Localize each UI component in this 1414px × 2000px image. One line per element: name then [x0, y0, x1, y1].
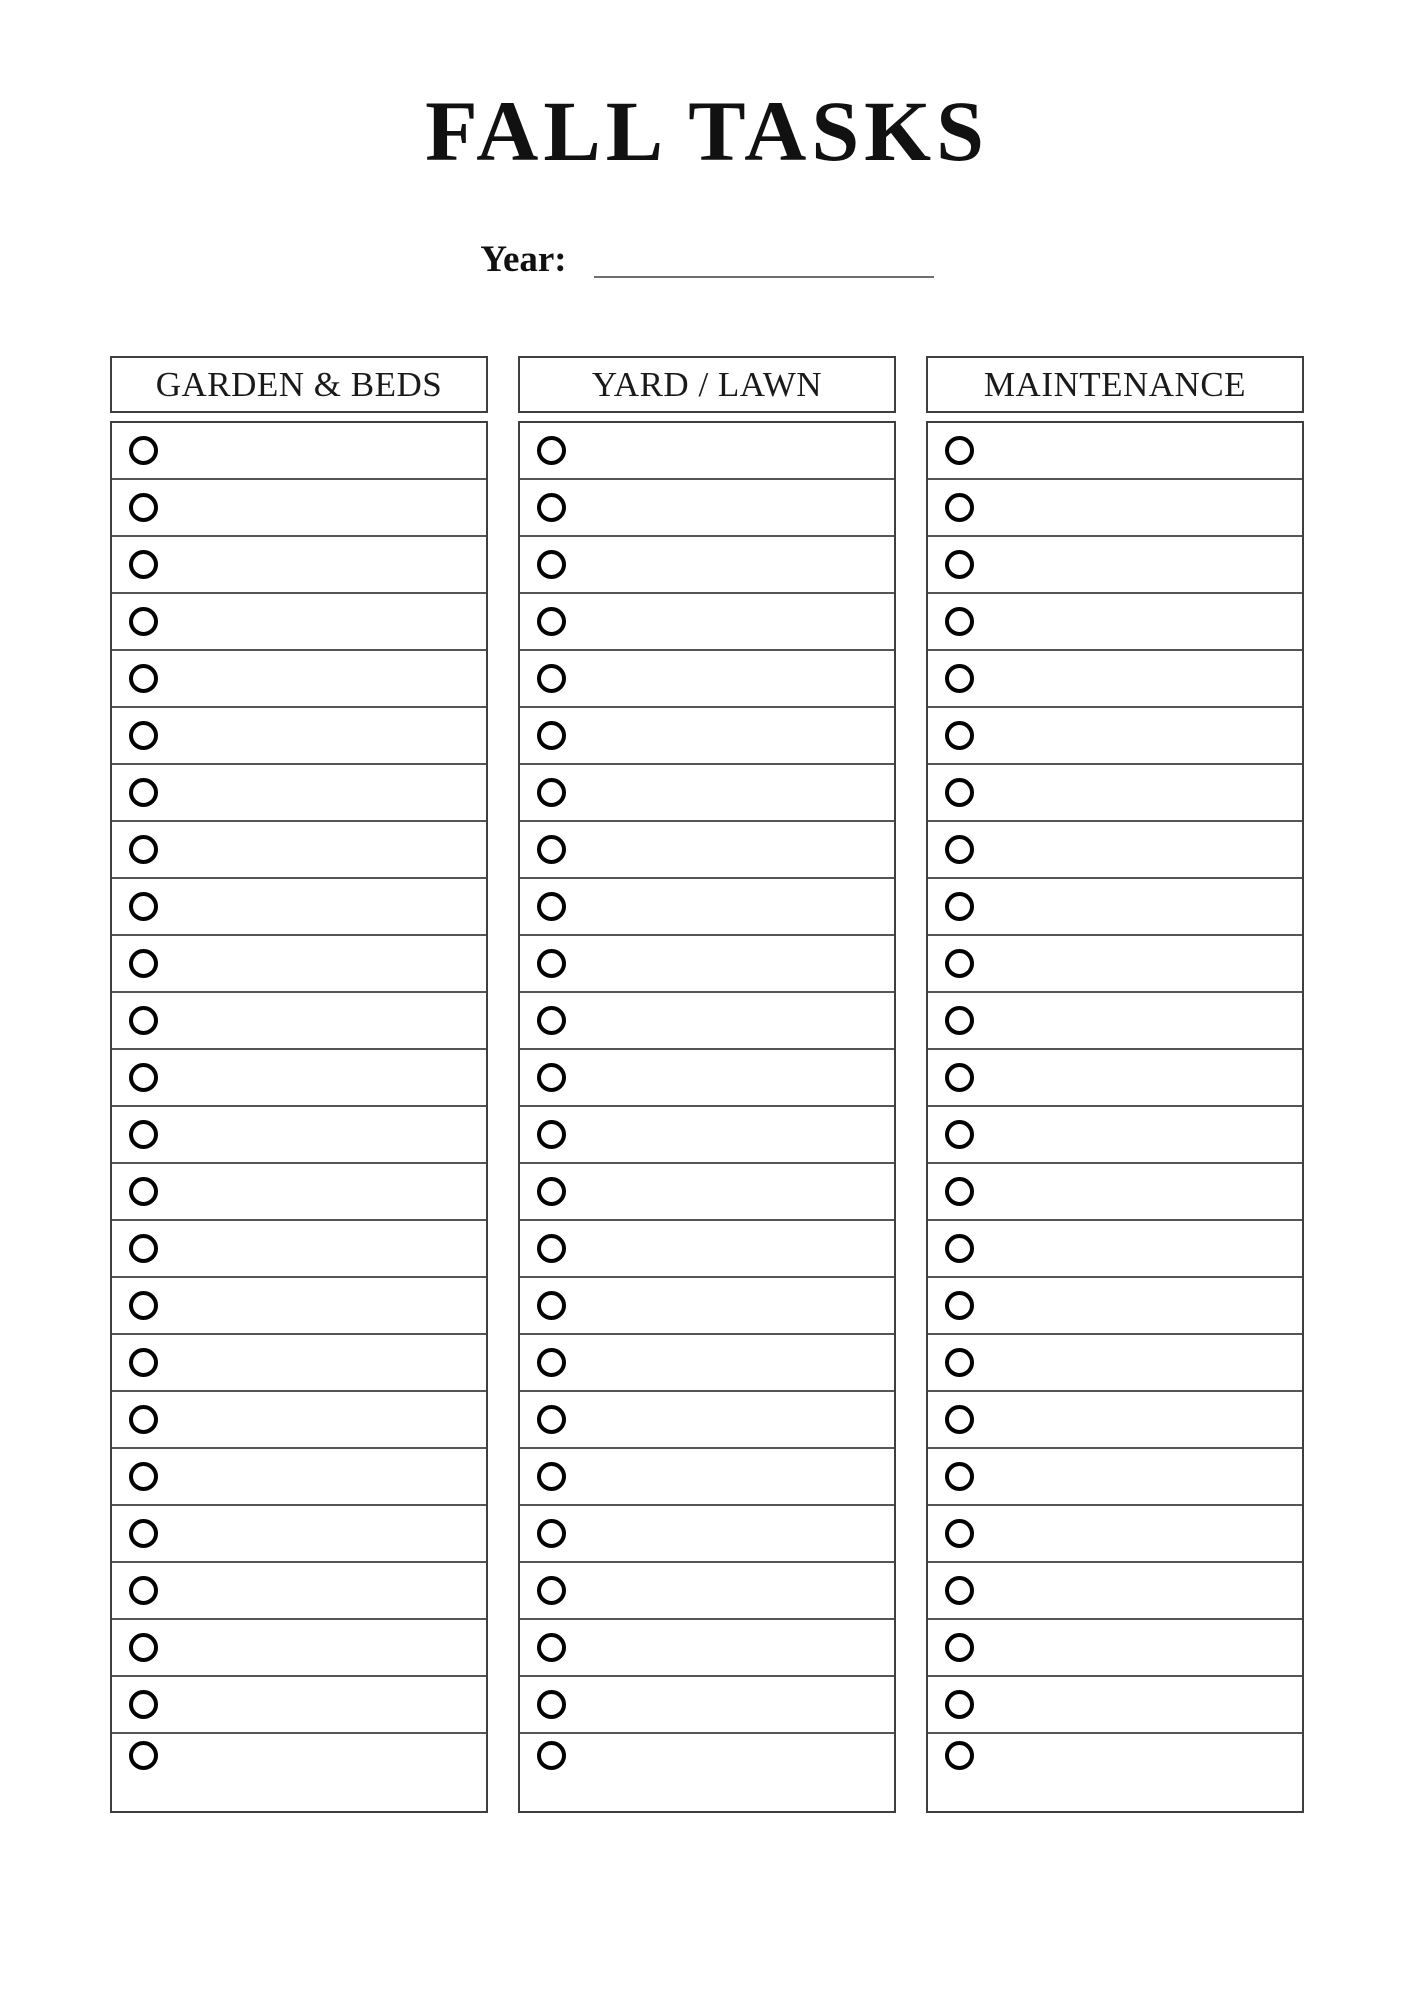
column-header-label: YARD / LAWN	[591, 364, 823, 404]
checkbox-circle-icon[interactable]	[945, 550, 974, 579]
checkbox-circle-icon[interactable]	[537, 1633, 566, 1662]
checkbox-circle-icon[interactable]	[537, 607, 566, 636]
checkbox-circle-icon[interactable]	[537, 1348, 566, 1377]
task-row[interactable]	[520, 879, 894, 936]
task-row[interactable]	[112, 1734, 486, 1811]
task-column-maintenance	[926, 356, 1304, 1813]
task-row[interactable]	[520, 1221, 894, 1278]
task-row[interactable]	[520, 537, 894, 594]
task-row[interactable]	[928, 1620, 1302, 1677]
task-row[interactable]	[928, 1506, 1302, 1563]
task-row[interactable]	[112, 1050, 486, 1107]
task-row[interactable]	[112, 1164, 486, 1221]
checkbox-circle-icon[interactable]	[129, 1120, 158, 1149]
checkbox-circle-icon[interactable]	[945, 493, 974, 522]
checkbox-circle-icon[interactable]	[129, 892, 158, 921]
checkbox-circle-icon[interactable]	[537, 436, 566, 465]
checkbox-circle-icon[interactable]	[537, 1690, 566, 1719]
task-row[interactable]	[112, 822, 486, 879]
task-row[interactable]	[928, 822, 1302, 879]
task-row[interactable]	[520, 1335, 894, 1392]
task-row[interactable]	[928, 1335, 1302, 1392]
checkbox-circle-icon[interactable]	[129, 1348, 158, 1377]
checkbox-circle-icon[interactable]	[537, 892, 566, 921]
checkbox-circle-icon[interactable]	[129, 1633, 158, 1662]
task-row[interactable]	[112, 1221, 486, 1278]
checkbox-circle-icon[interactable]	[129, 835, 158, 864]
checkbox-circle-icon[interactable]	[537, 1462, 566, 1491]
checkbox-circle-icon[interactable]	[129, 1462, 158, 1491]
checkbox-circle-icon[interactable]	[537, 949, 566, 978]
checkbox-circle-icon[interactable]	[945, 1462, 974, 1491]
checkbox-circle-icon[interactable]	[945, 1120, 974, 1149]
checkbox-circle-icon[interactable]	[945, 1741, 974, 1770]
column-header-label: MAINTENANCE	[983, 364, 1247, 404]
checkbox-circle-icon[interactable]	[129, 778, 158, 807]
checkbox-circle-icon[interactable]	[945, 835, 974, 864]
task-row[interactable]	[112, 1506, 486, 1563]
task-row[interactable]	[928, 1107, 1302, 1164]
task-row[interactable]	[520, 936, 894, 993]
checkbox-circle-icon[interactable]	[537, 493, 566, 522]
task-row[interactable]	[928, 1392, 1302, 1449]
page-title: FALL TASKS	[425, 83, 989, 179]
checkbox-circle-icon[interactable]	[129, 949, 158, 978]
checkbox-circle-icon[interactable]	[129, 607, 158, 636]
checkbox-circle-icon[interactable]	[537, 1405, 566, 1434]
checkbox-circle-icon[interactable]	[129, 1177, 158, 1206]
task-row[interactable]	[112, 879, 486, 936]
columns-container	[0, 356, 1414, 1813]
task-row[interactable]	[520, 765, 894, 822]
checkbox-circle-icon[interactable]	[537, 1234, 566, 1263]
task-row[interactable]	[520, 1734, 894, 1811]
task-row[interactable]	[520, 1278, 894, 1335]
checkbox-circle-icon[interactable]	[537, 1741, 566, 1770]
column-body	[110, 421, 488, 1813]
checkbox-circle-icon[interactable]	[537, 1291, 566, 1320]
task-row[interactable]	[112, 537, 486, 594]
year-row	[0, 236, 1414, 284]
checkbox-circle-icon[interactable]	[129, 550, 158, 579]
checkbox-circle-icon[interactable]	[945, 1006, 974, 1035]
checkbox-circle-icon[interactable]	[945, 664, 974, 693]
year-input-line[interactable]	[594, 276, 934, 278]
column-body	[518, 421, 896, 1813]
checkbox-circle-icon[interactable]	[945, 721, 974, 750]
checkbox-circle-icon[interactable]	[537, 1120, 566, 1149]
task-row[interactable]	[112, 1392, 486, 1449]
task-row[interactable]	[928, 594, 1302, 651]
task-row[interactable]	[928, 993, 1302, 1050]
task-row[interactable]	[928, 480, 1302, 537]
checkbox-circle-icon[interactable]	[537, 1006, 566, 1035]
checkbox-circle-icon[interactable]	[129, 1519, 158, 1548]
task-row[interactable]	[520, 1620, 894, 1677]
checkbox-circle-icon[interactable]	[537, 721, 566, 750]
checkbox-circle-icon[interactable]	[945, 1519, 974, 1548]
task-row[interactable]	[112, 936, 486, 993]
task-row[interactable]	[928, 1050, 1302, 1107]
task-row[interactable]	[520, 1050, 894, 1107]
task-row[interactable]	[520, 480, 894, 537]
checkbox-circle-icon[interactable]	[537, 1063, 566, 1092]
task-row[interactable]	[112, 1335, 486, 1392]
checkbox-circle-icon[interactable]	[537, 550, 566, 579]
task-row[interactable]	[112, 651, 486, 708]
task-row[interactable]	[520, 1449, 894, 1506]
task-row[interactable]	[928, 1278, 1302, 1335]
task-row[interactable]	[520, 1164, 894, 1221]
task-row[interactable]	[520, 822, 894, 879]
task-row[interactable]	[520, 1677, 894, 1734]
task-row[interactable]	[928, 765, 1302, 822]
checkbox-circle-icon[interactable]	[945, 1063, 974, 1092]
checkbox-circle-icon[interactable]	[129, 1576, 158, 1605]
checkbox-circle-icon[interactable]	[129, 721, 158, 750]
year-label: Year:	[480, 239, 567, 280]
column-header	[110, 356, 488, 413]
checkbox-circle-icon[interactable]	[945, 1291, 974, 1320]
checkbox-circle-icon[interactable]	[537, 664, 566, 693]
task-row[interactable]	[112, 1107, 486, 1164]
task-row[interactable]	[928, 708, 1302, 765]
task-row[interactable]	[112, 594, 486, 651]
task-column-garden-beds	[110, 356, 488, 1813]
checkbox-circle-icon[interactable]	[945, 1405, 974, 1434]
column-body	[926, 421, 1304, 1813]
checkbox-circle-icon[interactable]	[945, 1348, 974, 1377]
column-header	[518, 356, 896, 413]
task-row[interactable]	[112, 1563, 486, 1620]
task-row[interactable]	[520, 594, 894, 651]
task-row[interactable]	[928, 1734, 1302, 1811]
checkbox-circle-icon[interactable]	[129, 1063, 158, 1092]
task-row[interactable]	[928, 537, 1302, 594]
task-row[interactable]	[928, 423, 1302, 480]
checkbox-circle-icon[interactable]	[129, 436, 158, 465]
task-row[interactable]	[112, 993, 486, 1050]
task-row[interactable]	[112, 708, 486, 765]
checkbox-circle-icon[interactable]	[945, 1177, 974, 1206]
task-row[interactable]	[112, 480, 486, 537]
checkbox-circle-icon[interactable]	[945, 607, 974, 636]
task-row[interactable]	[520, 708, 894, 765]
checkbox-circle-icon[interactable]	[129, 1741, 158, 1770]
column-header-label: GARDEN & BEDS	[155, 364, 443, 404]
task-row[interactable]	[928, 1677, 1302, 1734]
checkbox-circle-icon[interactable]	[945, 1234, 974, 1263]
checkbox-circle-icon[interactable]	[129, 1006, 158, 1035]
task-row[interactable]	[520, 1392, 894, 1449]
task-row[interactable]	[928, 1221, 1302, 1278]
checkbox-circle-icon[interactable]	[129, 1234, 158, 1263]
checkbox-circle-icon[interactable]	[129, 1405, 158, 1434]
task-row[interactable]	[928, 1449, 1302, 1506]
task-row[interactable]	[112, 1278, 486, 1335]
checkbox-circle-icon[interactable]	[945, 1576, 974, 1605]
task-row[interactable]	[112, 765, 486, 822]
checkbox-circle-icon[interactable]	[537, 1576, 566, 1605]
task-row[interactable]	[112, 1677, 486, 1734]
checkbox-circle-icon[interactable]	[537, 1177, 566, 1206]
checkbox-circle-icon[interactable]	[537, 835, 566, 864]
task-row[interactable]	[520, 651, 894, 708]
task-row[interactable]	[928, 651, 1302, 708]
column-header	[926, 356, 1304, 413]
task-row[interactable]	[928, 1563, 1302, 1620]
checkbox-circle-icon[interactable]	[537, 778, 566, 807]
task-row[interactable]	[112, 1620, 486, 1677]
task-row[interactable]	[520, 993, 894, 1050]
checkbox-circle-icon[interactable]	[129, 1690, 158, 1719]
task-row[interactable]	[928, 936, 1302, 993]
task-row[interactable]	[928, 1164, 1302, 1221]
checkbox-circle-icon[interactable]	[945, 949, 974, 978]
task-row[interactable]	[928, 879, 1302, 936]
checkbox-circle-icon[interactable]	[537, 1519, 566, 1548]
checkbox-circle-icon[interactable]	[129, 664, 158, 693]
checkbox-circle-icon[interactable]	[945, 778, 974, 807]
checkbox-circle-icon[interactable]	[945, 436, 974, 465]
task-row[interactable]	[520, 1506, 894, 1563]
task-row[interactable]	[520, 1107, 894, 1164]
task-row[interactable]	[520, 423, 894, 480]
task-row[interactable]	[520, 1563, 894, 1620]
checkbox-circle-icon[interactable]	[129, 493, 158, 522]
task-row[interactable]	[112, 1449, 486, 1506]
task-row[interactable]	[112, 423, 486, 480]
checkbox-circle-icon[interactable]	[129, 1291, 158, 1320]
checkbox-circle-icon[interactable]	[945, 892, 974, 921]
task-column-yard-lawn	[518, 356, 896, 1813]
checkbox-circle-icon[interactable]	[945, 1690, 974, 1719]
checkbox-circle-icon[interactable]	[945, 1633, 974, 1662]
